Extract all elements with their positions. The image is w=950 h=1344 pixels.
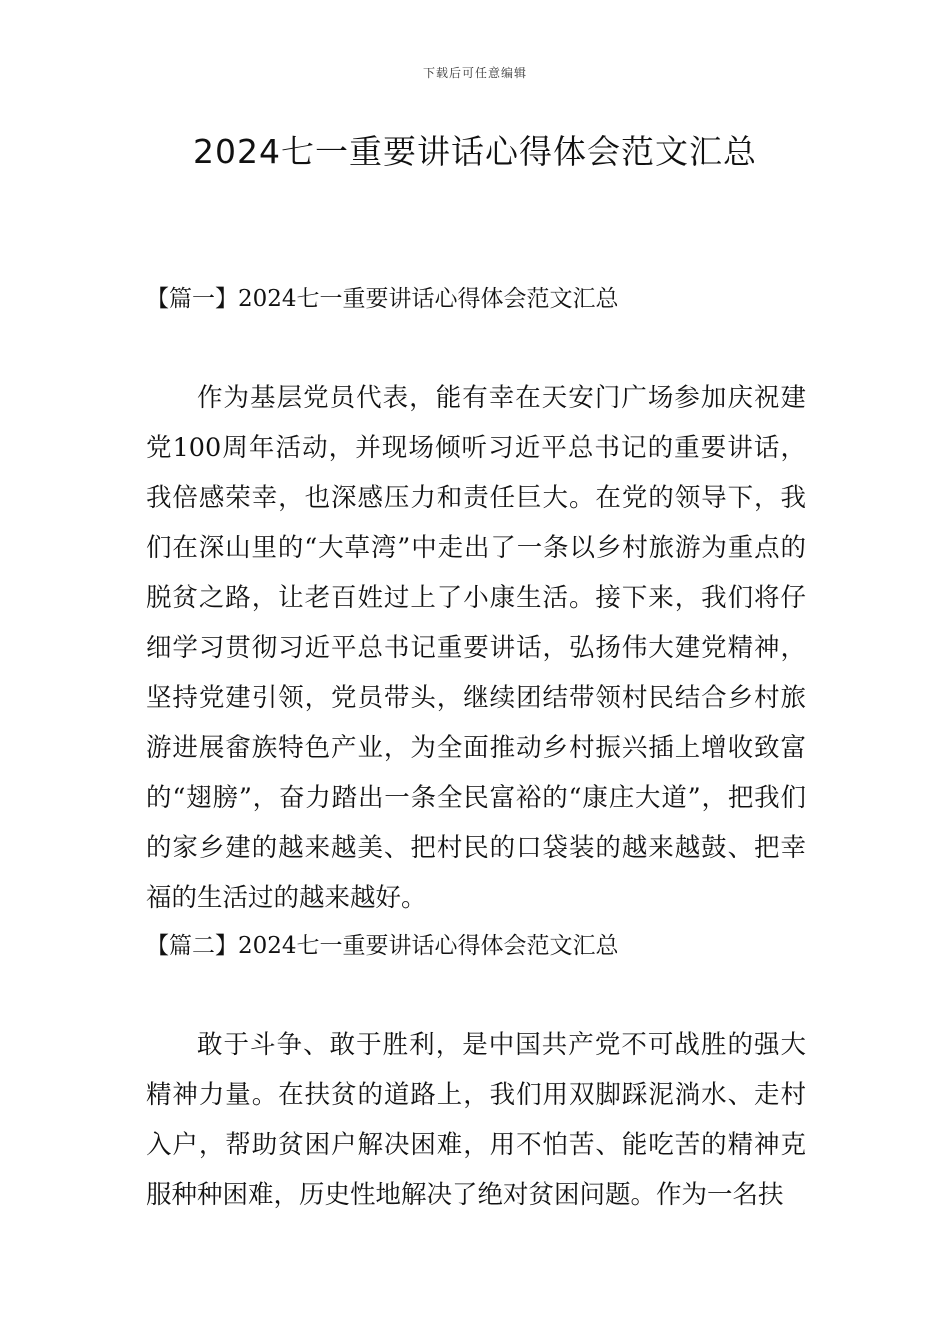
document-title: 2024七一重要讲话心得体会范文汇总 xyxy=(193,132,757,171)
section-paragraph-1: 作为基层党员代表，能有幸在天安门广场参加庆祝建党100周年活动，并现场倾听习近平总书记的重要讲话，我倍感荣幸，也深感压力和责任巨大。在党的领导下，我们在深山里的“大草湾”中走出了一条以乡村旅游为重点的脱贫之路，让老百姓过上了小康生活。接下来，我们将仔细学习贯彻习近平总书记重要讲话，弘扬伟大建党精神，坚持党建引领，党员带头，继续团结带领村民结合乡村旅游进展畲族特色产业，为全面推动乡村振兴插上增收致富的“翅膀”，奋力踏出一条全民富裕的“康庄大道”，把我们的家乡建的越来越美、把村民的口袋装的越来越鼓、把幸福的生活过的越来越好。 xyxy=(146,383,806,913)
section-heading-1: 【篇一】2024七一重要讲话心得体会范文汇总 xyxy=(146,286,619,312)
section-heading-2: 【篇二】2024七一重要讲话心得体会范文汇总 xyxy=(146,933,619,959)
header-note: 下载后可任意编辑 xyxy=(422,66,527,80)
section-paragraph-2: 敢于斗争、敢于胜利，是中国共产党不可战胜的强大精神力量。在扶贫的道路上，我们用双脚踩泥淌水、走村入户，帮助贫困户解决困难，用不怕苦、能吃苦的精神克服种种困难，历史性地解决了绝对贫困问题。作为一名扶 xyxy=(146,1030,806,1210)
